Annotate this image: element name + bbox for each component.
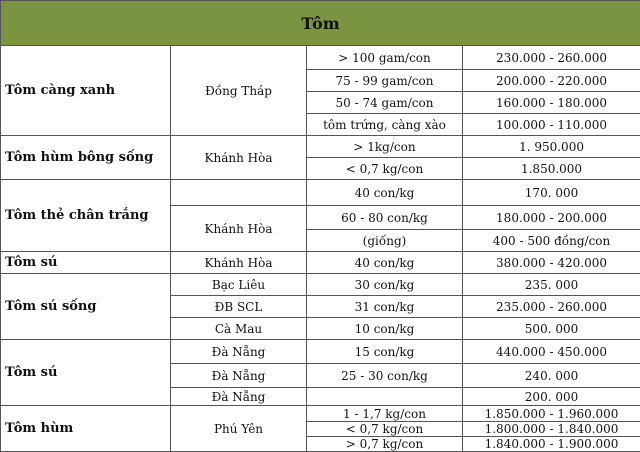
price-cell: 1.850.000 <box>463 158 640 180</box>
product-name: Tôm thẻ chân trắng <box>1 180 171 252</box>
size-cell: 1 - 1,7 kg/con <box>307 406 463 422</box>
price-cell: 1.800.000 - 1.840.000 <box>463 422 640 437</box>
product-name: Tôm sú <box>1 252 171 274</box>
origin-cell: ĐB SCL <box>171 296 307 318</box>
size-cell: 75 - 99 gam/con <box>307 70 463 92</box>
table-row <box>1 46 640 70</box>
price-cell: 170. 000 <box>463 180 640 206</box>
price-cell: 400 - 500 đồng/con <box>463 230 640 252</box>
price-cell: 1.840.000 - 1.900.000 <box>463 437 640 452</box>
origin-cell: Đồng Tháp <box>171 46 307 136</box>
size-cell: 60 - 80 con/kg <box>307 206 463 230</box>
origin-cell: Phú Yên <box>171 406 307 452</box>
price-cell: 100.000 - 110.000 <box>463 114 640 136</box>
price-cell: 180.000 - 200.000 <box>463 206 640 230</box>
price-cell: 380.000 - 420.000 <box>463 252 640 274</box>
product-name: Tôm hùm <box>1 406 171 452</box>
size-cell: tôm trứng, càng xào <box>307 114 463 136</box>
price-cell: 230.000 - 260.000 <box>463 46 640 70</box>
price-cell: 235. 000 <box>463 274 640 296</box>
size-cell: > 100 gam/con <box>307 46 463 70</box>
table-row <box>1 406 640 422</box>
origin-cell: Khánh Hòa <box>171 252 307 274</box>
size-cell: 10 con/kg <box>307 318 463 340</box>
table-title: Tôm <box>1 1 640 46</box>
size-cell: (giống) <box>307 230 463 252</box>
price-cell: 200.000 - 220.000 <box>463 70 640 92</box>
price-cell: 1.850.000 - 1.960.000 <box>463 406 640 422</box>
product-name: Tôm sú <box>1 340 171 406</box>
table-row <box>1 340 640 364</box>
size-cell: 15 con/kg <box>307 340 463 364</box>
size-cell: 25 - 30 con/kg <box>307 364 463 388</box>
product-name: Tôm càng xanh <box>1 46 171 136</box>
price-cell: 235.000 - 260.000 <box>463 296 640 318</box>
size-cell <box>307 388 463 406</box>
origin-cell: Đà Nẵng <box>171 388 307 406</box>
price-cell: 200. 000 <box>463 388 640 406</box>
origin-cell: Khánh Hòa <box>171 206 307 252</box>
product-name: Tôm sú sống <box>1 274 171 340</box>
origin-cell: Đà Nẵng <box>171 364 307 388</box>
price-cell: 160.000 - 180.000 <box>463 92 640 114</box>
price-cell: 240. 000 <box>463 364 640 388</box>
origin-cell: Khánh Hòa <box>171 136 307 180</box>
product-name: Tôm hùm bông sống <box>1 136 171 180</box>
table-row <box>1 180 640 206</box>
size-cell: > 0,7 kg/con <box>307 437 463 452</box>
size-cell: 40 con/kg <box>307 252 463 274</box>
origin-cell <box>171 180 307 206</box>
table-row <box>1 252 640 274</box>
price-cell: 1. 950.000 <box>463 136 640 158</box>
size-cell: 30 con/kg <box>307 274 463 296</box>
origin-cell: Cà Mau <box>171 318 307 340</box>
size-cell: < 0,7 kg/con <box>307 422 463 437</box>
origin-cell: Bạc Liêu <box>171 274 307 296</box>
table-row <box>1 136 640 158</box>
table-row <box>1 274 640 296</box>
size-cell: 50 - 74 gam/con <box>307 92 463 114</box>
price-cell: 500. 000 <box>463 318 640 340</box>
size-cell: < 0,7 kg/con <box>307 158 463 180</box>
title-row <box>1 1 640 46</box>
size-cell: 40 con/kg <box>307 180 463 206</box>
size-cell: 31 con/kg <box>307 296 463 318</box>
origin-cell: Đà Nẵng <box>171 340 307 364</box>
price-cell: 440.000 - 450.000 <box>463 340 640 364</box>
size-cell: > 1kg/con <box>307 136 463 158</box>
